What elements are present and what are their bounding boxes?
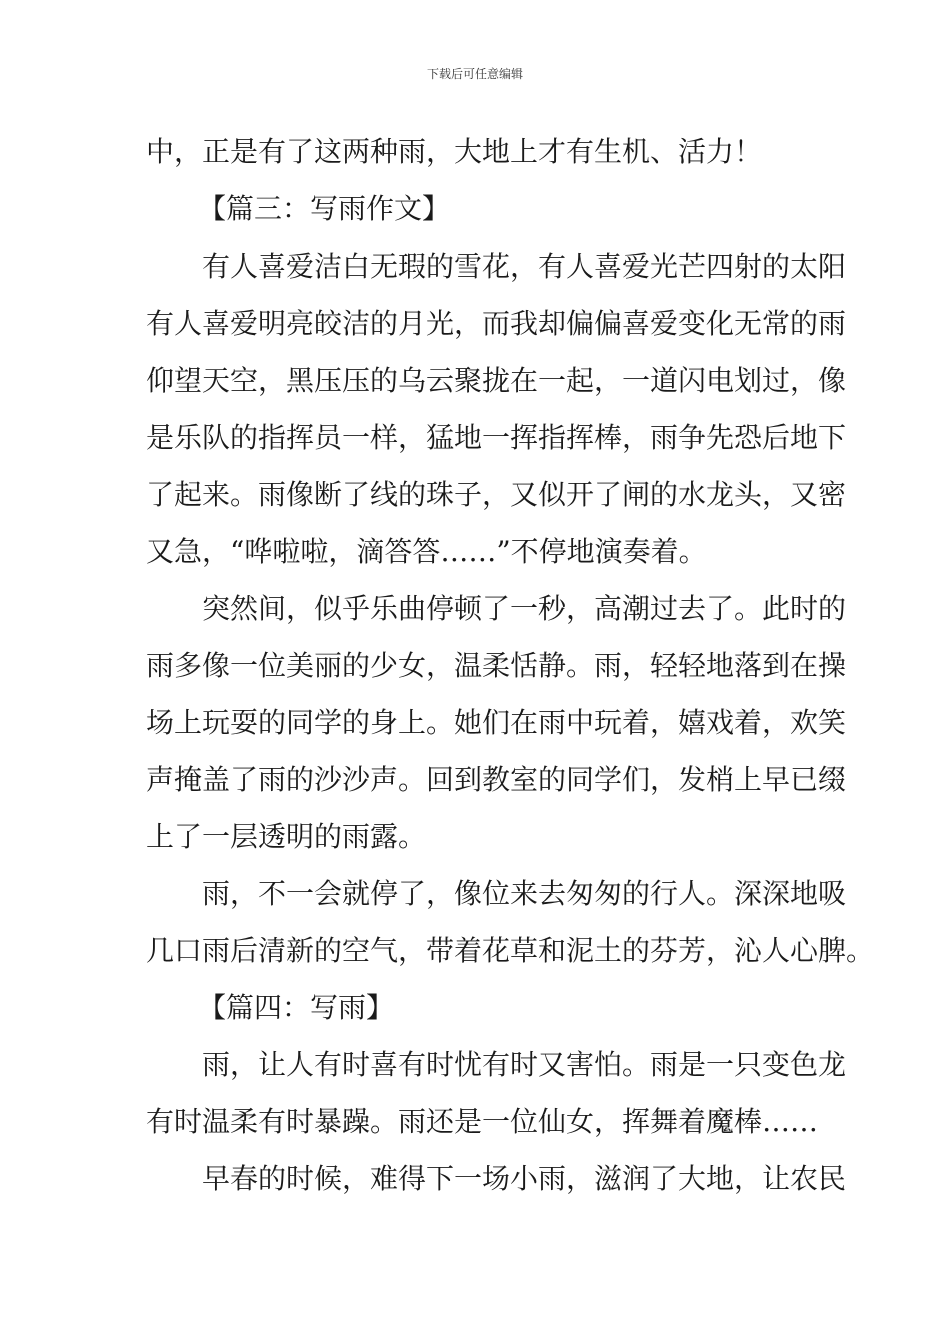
- text-line: 雨，不一会就停了，像位来去匆匆的行人。深深地吸: [202, 877, 847, 910]
- text-line: 仰望天空，黑压压的乌云聚拢在一起，一道闪电划过，像: [146, 364, 847, 397]
- text-line: 是乐队的指挥员一样，猛地一挥指挥棒，雨争先恐后地下: [146, 421, 847, 454]
- text-line: 雨多像一位美丽的少女，温柔恬静。雨，轻轻地落到在操: [146, 649, 847, 682]
- text-line: 几口雨后清新的空气，带着花草和泥土的芬芳，沁人心脾。: [146, 934, 875, 967]
- text-line: 突然间，似乎乐曲停顿了一秒，高潮过去了。此时的: [202, 592, 847, 625]
- section-heading: 【篇三：写雨作文】: [198, 192, 451, 225]
- text-line: 声掩盖了雨的沙沙声。回到教室的同学们，发梢上早已缀: [146, 763, 847, 796]
- text-line: 场上玩耍的同学的身上。她们在雨中玩着，嬉戏着，欢笑: [146, 706, 847, 739]
- text-line: 又急，“哗啦啦，滴答答……”不停地演奏着。: [146, 535, 707, 568]
- text-line: 早春的时候，难得下一场小雨，滋润了大地，让农民: [202, 1162, 847, 1195]
- text-line: 有人喜爱洁白无瑕的雪花，有人喜爱光芒四射的太阳: [202, 250, 847, 283]
- text-line: 雨，让人有时喜有时忧有时又害怕。雨是一只变色龙: [202, 1048, 847, 1081]
- section-heading: 【篇四：写雨】: [198, 991, 395, 1024]
- text-line: 有人喜爱明亮皎洁的月光，而我却偏偏喜爱变化无常的雨: [146, 307, 847, 340]
- text-line: 了起来。雨像断了线的珠子，又似开了闸的水龙头，又密: [146, 478, 847, 511]
- page-header: 下载后可任意编辑: [426, 67, 523, 81]
- text-line: 有时温柔有时暴躁。雨还是一位仙女，挥舞着魔棒……: [146, 1105, 819, 1138]
- text-line: 中，正是有了这两种雨，大地上才有生机、活力！: [146, 135, 763, 168]
- text-line: 上了一层透明的雨露。: [146, 820, 427, 853]
